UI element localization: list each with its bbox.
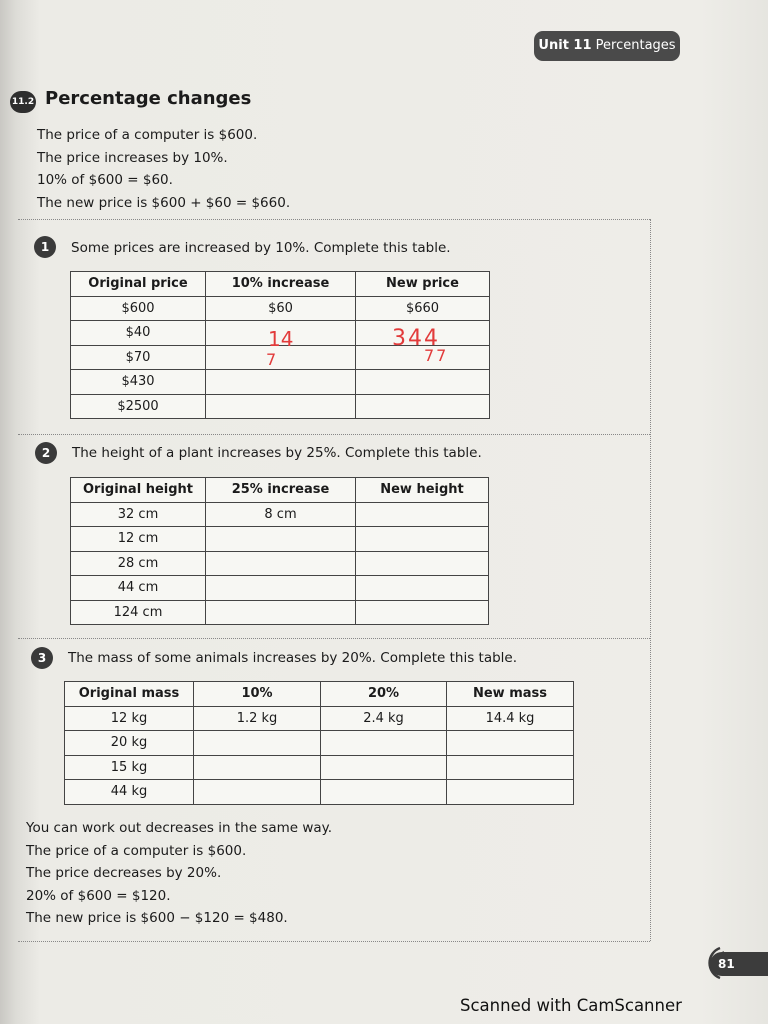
intro-line: The price of a computer is $600. bbox=[37, 127, 258, 143]
table-row bbox=[65, 731, 574, 756]
table-row bbox=[71, 394, 490, 419]
answer-cell[interactable] bbox=[356, 551, 489, 576]
question-2-table bbox=[70, 477, 489, 625]
outro-line: 20% of $600 = $120. bbox=[26, 887, 171, 904]
table-cell: 20 kg bbox=[65, 731, 194, 756]
table-header-row bbox=[71, 272, 490, 297]
answer-cell[interactable] bbox=[321, 780, 447, 805]
table-row bbox=[71, 600, 489, 625]
handwritten-answer: 344 bbox=[392, 326, 440, 351]
section-title: Percentage changes bbox=[45, 88, 252, 109]
answer-cell[interactable] bbox=[356, 527, 489, 552]
answer-cell[interactable] bbox=[206, 527, 356, 552]
question-2-text: The height of a plant increases by 25%. Complete this table. bbox=[72, 445, 482, 461]
table-cell: 8 cm bbox=[206, 502, 356, 527]
table-row bbox=[71, 370, 490, 395]
question-1-number: 1 bbox=[34, 236, 56, 258]
table-row bbox=[71, 551, 489, 576]
answer-cell[interactable] bbox=[356, 394, 490, 419]
table-cell: $60 bbox=[206, 296, 356, 321]
decrease-example bbox=[26, 817, 332, 930]
divider-line bbox=[18, 434, 650, 435]
table-header-row bbox=[71, 478, 489, 503]
table-row bbox=[65, 780, 574, 805]
table-cell: $430 bbox=[71, 370, 206, 395]
answer-cell[interactable] bbox=[356, 370, 490, 395]
outro-line: You can work out decreases in the same way. bbox=[26, 820, 333, 836]
answer-cell[interactable] bbox=[321, 755, 447, 780]
page-number-tab bbox=[700, 946, 768, 980]
answer-cell[interactable] bbox=[206, 576, 356, 601]
handwritten-answer: 7 bbox=[266, 350, 277, 369]
answer-cell[interactable] bbox=[321, 731, 447, 756]
unit-label: Unit 11 bbox=[538, 38, 592, 53]
header-cell: New mass bbox=[447, 682, 574, 707]
unit-topic: Percentages bbox=[595, 38, 676, 53]
answer-cell[interactable] bbox=[356, 576, 489, 601]
header-cell: 10% increase bbox=[206, 272, 356, 297]
intro-line: The price increases by 10%. bbox=[37, 149, 228, 166]
header-cell: Original mass bbox=[65, 682, 194, 707]
table-cell: 1.2 kg bbox=[194, 706, 321, 731]
answer-cell[interactable] bbox=[447, 755, 574, 780]
table-header-row bbox=[65, 682, 574, 707]
outro-line: The price decreases by 20%. bbox=[26, 865, 222, 881]
table-row bbox=[65, 755, 574, 780]
table-cell: $70 bbox=[71, 345, 206, 370]
table-row bbox=[65, 706, 574, 731]
intro-line: The new price is $600 + $60 = $660. bbox=[37, 194, 291, 211]
header-cell: Original price bbox=[71, 272, 206, 297]
question-1-text: Some prices are increased by 10%. Complete this table. bbox=[71, 240, 451, 256]
answer-cell[interactable] bbox=[194, 780, 321, 805]
table-cell: 12 cm bbox=[71, 527, 206, 552]
table-cell: $600 bbox=[71, 296, 206, 321]
scanner-watermark: Scanned with CamScanner bbox=[460, 996, 682, 1015]
handwritten-answer: 14 bbox=[268, 327, 294, 351]
question-3-table bbox=[64, 681, 574, 805]
question-2-number: 2 bbox=[35, 442, 57, 464]
table-row bbox=[71, 576, 489, 601]
answer-cell[interactable] bbox=[206, 394, 356, 419]
table-cell: 44 cm bbox=[71, 576, 206, 601]
header-cell: 20% bbox=[321, 682, 447, 707]
table-cell: $40 bbox=[71, 321, 206, 346]
answer-cell[interactable] bbox=[447, 780, 574, 805]
intro-example bbox=[37, 124, 290, 214]
unit-tab bbox=[534, 31, 680, 61]
header-cell: Original height bbox=[71, 478, 206, 503]
answer-cell[interactable] bbox=[194, 731, 321, 756]
page-number: 81 bbox=[710, 952, 768, 976]
answer-cell[interactable] bbox=[206, 551, 356, 576]
intro-line: 10% of $600 = $60. bbox=[37, 172, 173, 188]
table-cell: 14.4 kg bbox=[447, 706, 574, 731]
question-3-number: 3 bbox=[31, 647, 53, 669]
frame-right-border bbox=[650, 219, 651, 941]
table-cell: $2500 bbox=[71, 394, 206, 419]
table-cell: $660 bbox=[356, 296, 490, 321]
answer-cell[interactable] bbox=[206, 370, 356, 395]
header-cell: 25% increase bbox=[206, 478, 356, 503]
table-cell: 12 kg bbox=[65, 706, 194, 731]
table-row bbox=[71, 527, 489, 552]
answer-cell[interactable] bbox=[194, 755, 321, 780]
table-cell: 28 cm bbox=[71, 551, 206, 576]
answer-cell[interactable] bbox=[356, 600, 489, 625]
answer-cell[interactable] bbox=[447, 731, 574, 756]
handwritten-answer: 77 bbox=[424, 346, 449, 365]
table-cell: 124 cm bbox=[71, 600, 206, 625]
table-cell: 44 kg bbox=[65, 780, 194, 805]
table-cell: 32 cm bbox=[71, 502, 206, 527]
divider-line bbox=[18, 638, 650, 639]
section-number-badge: 11.2 bbox=[10, 91, 36, 113]
outro-line: The price of a computer is $600. bbox=[26, 842, 247, 859]
question-3-text: The mass of some animals increases by 20%. Complete this table. bbox=[68, 650, 518, 666]
header-cell: New height bbox=[356, 478, 489, 503]
answer-cell[interactable] bbox=[356, 502, 489, 527]
table-row bbox=[71, 502, 489, 527]
header-cell: New price bbox=[356, 272, 490, 297]
outro-line: The new price is $600 − $120 = $480. bbox=[26, 910, 288, 926]
frame-top-border bbox=[18, 219, 650, 220]
table-row bbox=[71, 296, 490, 321]
table-cell: 2.4 kg bbox=[321, 706, 447, 731]
frame-bottom-border bbox=[18, 941, 650, 942]
table-cell: 15 kg bbox=[65, 755, 194, 780]
header-cell: 10% bbox=[194, 682, 321, 707]
answer-cell[interactable] bbox=[206, 600, 356, 625]
